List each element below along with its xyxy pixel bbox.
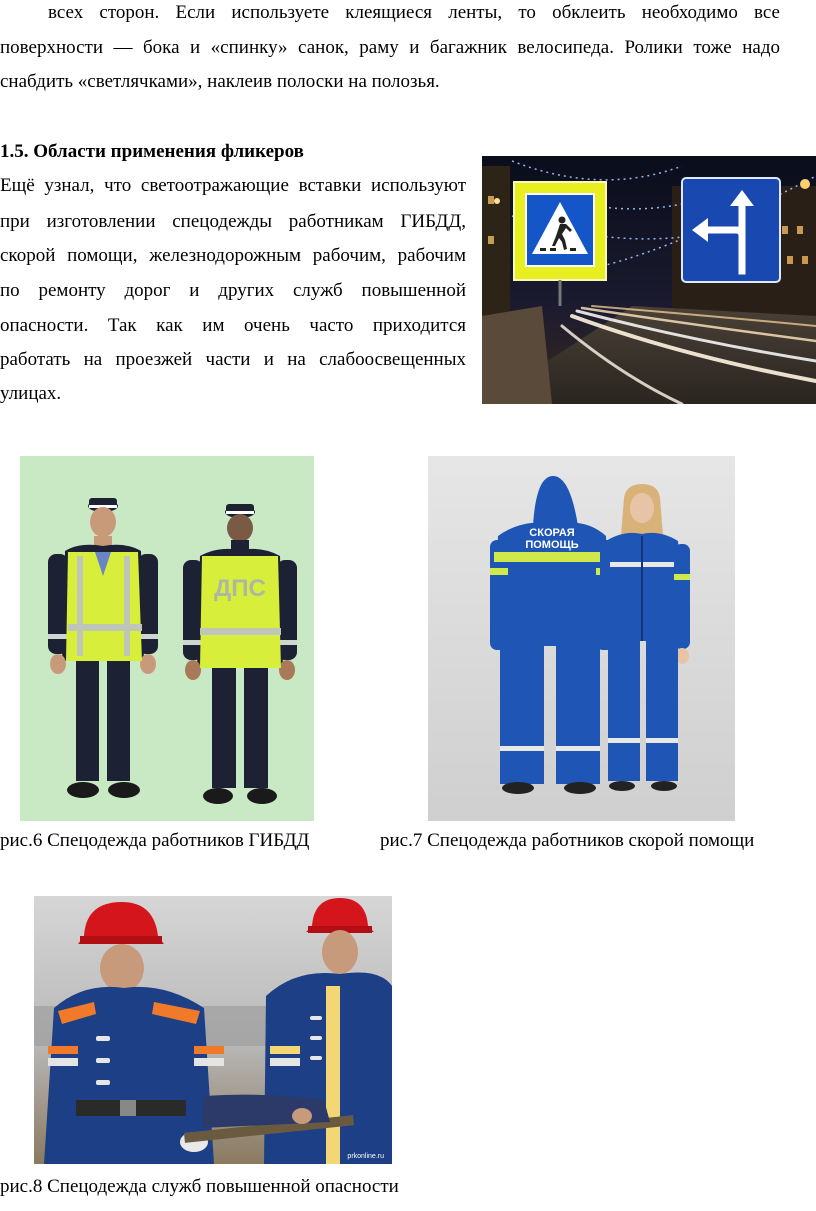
officer-front [48,498,158,798]
caption-fig8: рис.8 Спецодежда служб повышенной опасности [0,1176,399,1197]
firefighter-illustration [34,896,392,1164]
text-line: всех сторон. Если используете клеящиеся ленты, то обклеить необходимо все [48,2,780,23]
text-line: по ремонту дорог и других служб повышенной [0,280,466,301]
watermark: prkonline.ru [347,1153,384,1160]
text-line: улицах. [0,383,62,404]
officer-back [183,504,297,804]
caption-fig7: рис.7 Спецодежда работников скорой помощи [380,830,755,851]
ambulance-jacket-text-1: СКОРАЯ [529,527,575,539]
text-line: при изготовлении спецодежды работникам ГИБДД, [0,211,466,232]
text-line: снабдить «светлячками», наклеив полоски на полозья. [0,71,440,92]
text-line: поверхности — бока и «спинку» санок, раму и багажник велосипеда. Ролики тоже надо [0,37,780,58]
traffic-police-illustration [20,456,314,821]
caption-fig6: рис.6 Спецодежда работников ГИБДД [0,830,310,851]
text-line: Ещё узнал, что светоотражающие вставки используют [0,175,466,196]
night-street-illustration [482,156,816,404]
ambulance-jacket-text-2: ПОМОЩЬ [525,539,579,551]
traffic-police-uniform-photo [20,456,314,821]
text-line: опасности. Так как им очень часто приходится [0,315,466,336]
text-line: скорой помощи, железнодорожным рабочим, рабочим [0,245,466,266]
ambulance-illustration [428,456,735,821]
dps-vest-text: ДПС [214,575,266,602]
ambulance-uniform-photo [428,456,735,821]
firefighter-uniform-photo [34,896,392,1164]
section-heading: 1.5. Области применения фликеров [0,141,304,162]
text-line: работать на проезжей части и на слабоосвещенных [0,349,466,370]
night-street-photo [482,156,816,404]
